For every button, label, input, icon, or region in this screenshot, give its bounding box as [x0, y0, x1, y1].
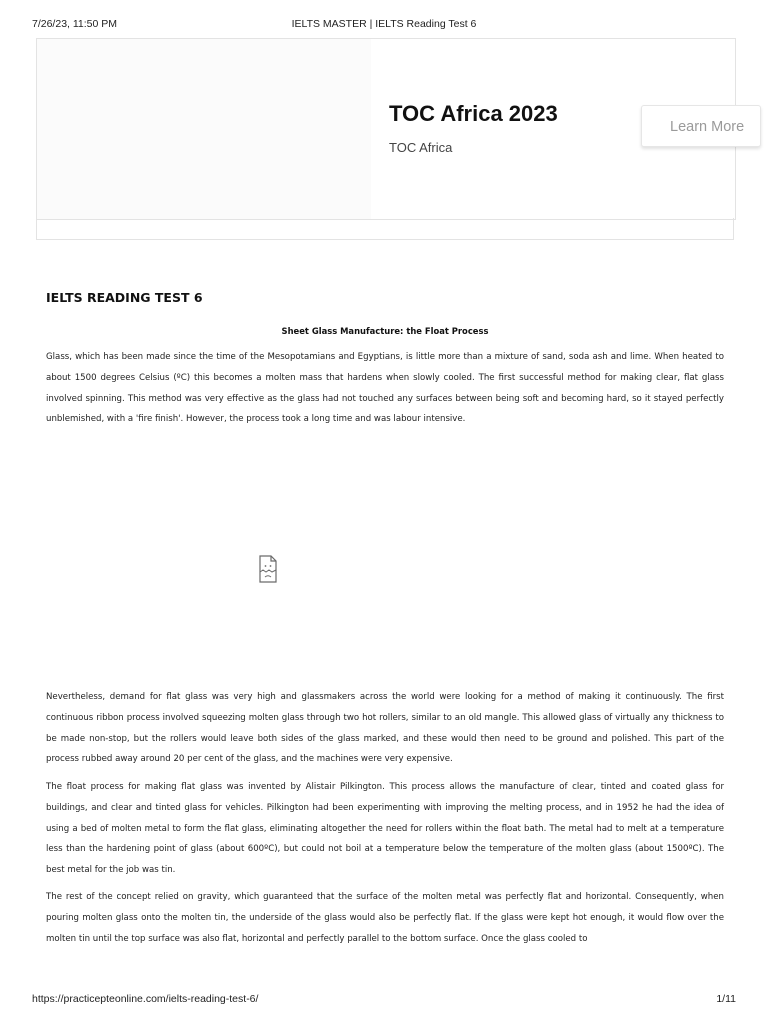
article-paragraph-2: Nevertheless, demand for flat glass was very high and glassmakers across the world were looking for a method of making it continuously. The first continuous ribbon process involved squeezing molten glass through two hot rollers, similar to an old mangle. This allowed glass of virtually any thickness to be made non-stop, but the rollers would leave both sides of the glass marked, and these would then need to be ground and polished. This part of the process rubbed away around 20 per cent of the glass, and the machines were very expensive. [46, 692, 724, 765]
ad-banner[interactable] [36, 38, 745, 220]
page-number: 1/11 [716, 993, 736, 1005]
article-heading: Sheet Glass Manufacture: the Float Process [281, 326, 489, 336]
learn-more-button[interactable]: Learn More [641, 105, 761, 147]
page-title: IELTS READING TEST 6 [46, 290, 203, 305]
broken-image-icon [258, 555, 278, 583]
print-datetime: 7/26/23, 11:50 PM [32, 18, 118, 30]
ad-bottom-bar [36, 218, 734, 240]
print-page-title: IELTS MASTER | IELTS Reading Test 6 [291, 18, 477, 30]
print-footer [32, 993, 736, 1007]
article-paragraph-1: Glass, which has been made since the time of the Mesopotamians and Egyptians, is little more than a mixture of sand, soda ash and lime. When heated to about 1500 degrees Celsius (ºC) this becomes a molten mass that hardens when slowly cooled. The first successful method for making clear, flat glass involved spinning. This method was very effective as the glass had not touched any surfaces between being soft and becoming hard, so it stayed perfectly unblemished, with a 'fire finish'. However, the process took a long time and was labour intensive. [46, 352, 724, 425]
ad-title[interactable]: TOC Africa 2023 [389, 101, 558, 126]
ad-subtitle: TOC Africa [389, 140, 453, 155]
print-header [32, 18, 736, 32]
print-url: https://practicepteonline.com/ielts-reading-test-6/ [32, 993, 259, 1005]
article-paragraph-3: The float process for making flat glass was invented by Alistair Pilkington. This process allows the manufacture of clear, tinted and coated glass for buildings, and clear and tinted glass for vehicles. Pilkington had been experimenting with improving the melting process, and in 1952 he had the idea of using a bed of molten metal to form the flat glass, eliminating altogether the need for rollers within the float bath. The metal had to melt at a temperature less than the hardening point of glass (about 600ºC), but could not boil at a temperature below the temperature of the molten glass (about 1500ºC). The best metal for the job was tin. [46, 782, 724, 876]
article-paragraph-4: The rest of the concept relied on gravity, which guaranteed that the surface of the molten metal was perfectly flat and horizontal. Consequently, when pouring molten glass onto the molten tin, the underside of the glass would also be perfectly flat. If the glass were kept hot enough, it would flow over the molten tin until the top surface was also flat, horizontal and perfectly parallel to the bottom surface. Once the glass cooled to [46, 892, 724, 944]
ad-image [37, 39, 371, 219]
